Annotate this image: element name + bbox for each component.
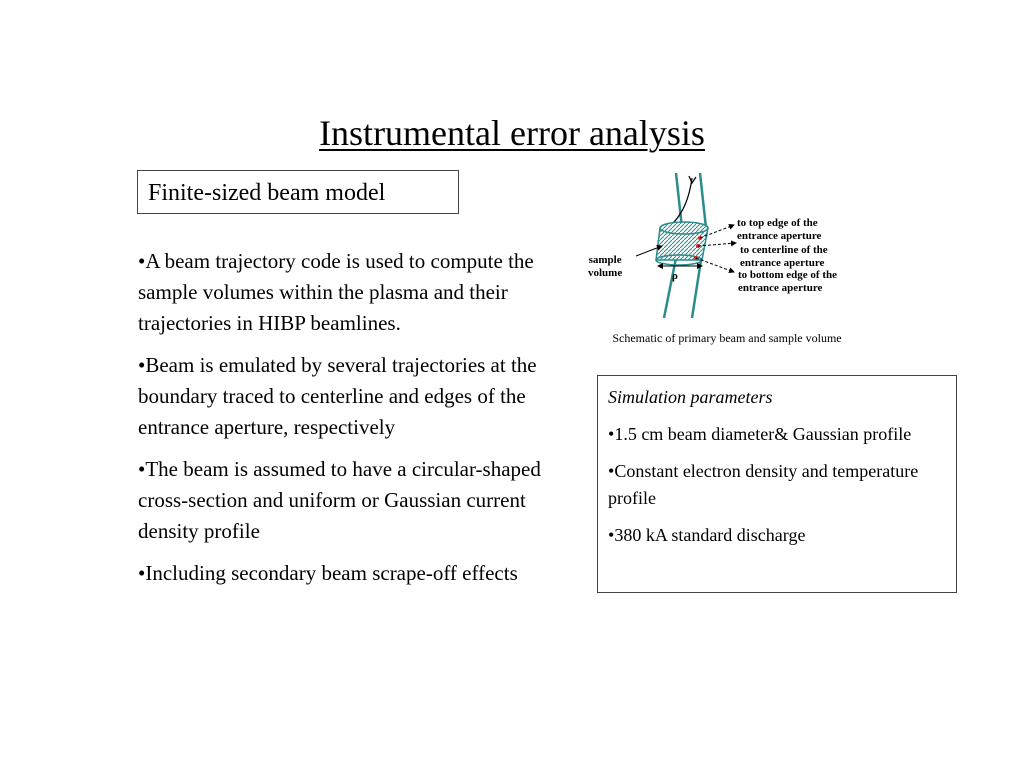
- bottom-edge-label: to bottom edge of the entrance aperture: [738, 269, 837, 294]
- bullet-text: The beam is assumed to have a circular-shaped cross-section and uniform or Gaussian current density profile: [138, 457, 541, 543]
- rho-label: ρ: [672, 270, 678, 282]
- top-edge-label: to top edge of the entrance aperture: [737, 217, 822, 242]
- bullet-marker: •: [138, 249, 146, 273]
- centerline-label: to centerline of the entrance aperture: [740, 244, 828, 269]
- beam-schematic: [580, 168, 880, 318]
- subtitle-text: Finite-sized beam model: [148, 180, 386, 206]
- bullet-item: [138, 454, 578, 547]
- param-item: [608, 522, 946, 549]
- bullet-marker: •: [138, 353, 146, 377]
- param-item: [608, 458, 946, 512]
- bullet-marker: •: [138, 457, 146, 481]
- bullet-marker: •: [608, 461, 615, 481]
- slide-title: Instrumental error analysis: [319, 113, 705, 153]
- bullet-marker: •: [608, 424, 615, 444]
- simulation-parameters-box: [597, 375, 957, 593]
- bullet-text: Beam is emulated by several trajectories at the boundary traced to centerline and edges of the entrance aperture, respectively: [138, 353, 537, 439]
- beam-direction-arrow: [673, 178, 692, 223]
- bullet-item: [138, 558, 578, 589]
- bullet-text: A beam trajectory code is used to compute the sample volumes within the plasma and their trajectories in HIBP beamlines.: [138, 249, 534, 335]
- sample-volume-top: [660, 222, 708, 234]
- sample-volume-label: sample volume: [588, 254, 623, 279]
- bullet-text: Including secondary beam scrape-off effects: [145, 561, 518, 585]
- param-text: Constant electron density and temperature profile: [608, 461, 919, 508]
- bullet-list: [138, 246, 578, 600]
- beam-schematic-drawing: [580, 168, 880, 318]
- figure-caption: Schematic of primary beam and sample volume: [612, 331, 842, 345]
- bullet-item: [138, 246, 578, 339]
- subtitle-box: [137, 170, 459, 214]
- param-text: 380 kA standard discharge: [614, 525, 806, 545]
- bullet-marker: •: [138, 561, 146, 585]
- param-item: [608, 421, 946, 448]
- bullet-marker: •: [608, 525, 615, 545]
- params-title: Simulation parameters: [608, 387, 773, 407]
- param-text: 1.5 cm beam diameter& Gaussian profile: [614, 424, 912, 444]
- bullet-item: [138, 350, 578, 443]
